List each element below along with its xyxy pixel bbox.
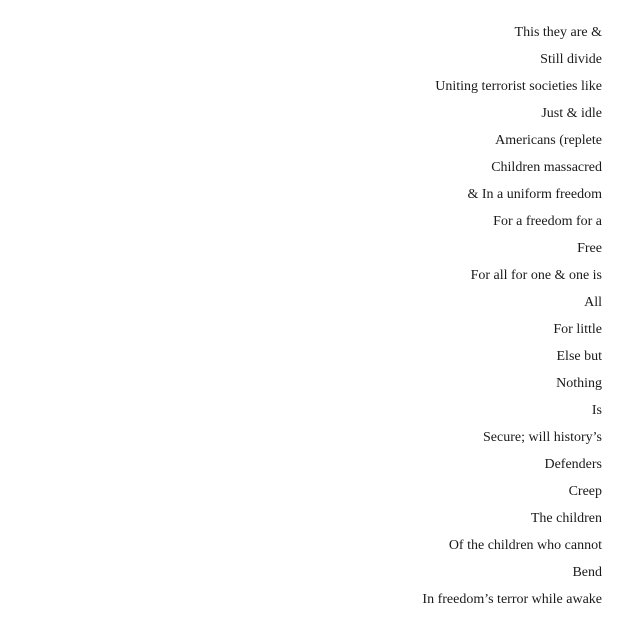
poem-line: For all for one & one is <box>470 268 602 283</box>
poem-line: Nothing <box>556 376 602 391</box>
poem-line: Of the children who cannot <box>448 538 602 553</box>
poem-line: Americans (replete <box>495 133 602 148</box>
poem-line: All <box>584 295 602 310</box>
poem-line: Children massacred <box>491 160 602 175</box>
poem-line: Still divide <box>540 52 602 67</box>
poem-text <box>42 19 602 613</box>
poem-line: Else but <box>556 349 602 364</box>
poem-line: Defenders <box>544 457 602 472</box>
poem-line: & In a uniform freedom <box>467 187 602 202</box>
poem-line: In freedom’s terror while awake <box>422 592 602 607</box>
poem-line: Creep <box>568 484 602 499</box>
poem-line: For little <box>553 322 602 337</box>
poem-line: The children <box>530 511 602 526</box>
poem-line: Is <box>591 403 602 418</box>
poem-line: Bend <box>572 565 602 580</box>
poem-line: Secure; will history’s <box>483 430 602 445</box>
poem-line: For a freedom for a <box>493 214 602 229</box>
poem-line: Uniting terrorist societies like <box>435 79 602 94</box>
poem-line: Just & idle <box>541 106 602 121</box>
poem-line: This they are & <box>514 25 602 40</box>
poem-line: Free <box>577 241 602 256</box>
